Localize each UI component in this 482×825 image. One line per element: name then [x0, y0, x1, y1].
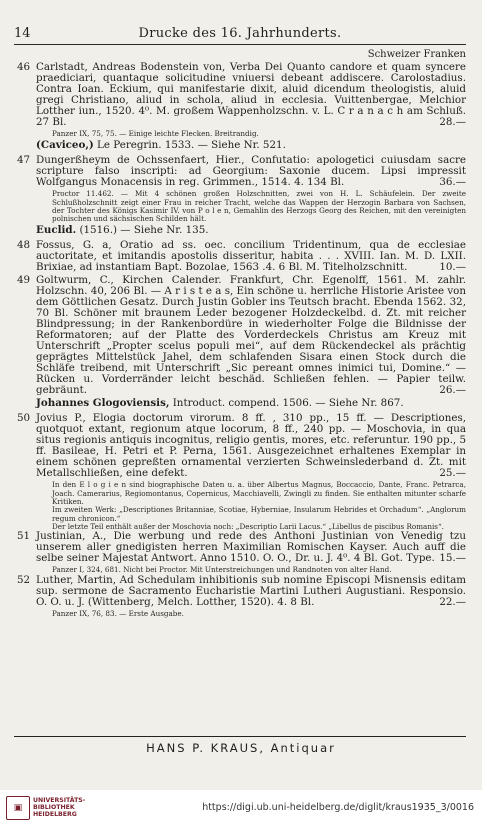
- catalog-entry: [14, 240, 466, 273]
- entry-number: 50: [17, 412, 31, 425]
- entry-text: Fossus, G. a, Oratio ad ss. oec. concilium Tridentinum, qua de ecclesiae auctoritate, et imitandis apostolis disseritur, habita . . . XVIII. Ian. M. D. LXII. Brixiae, ad instantiam Bapt. Bozolae, 1563 .4. 6 Bl. M. Titelholzschnitt.: [36, 239, 466, 274]
- entry-note: Proctor 11.462. — Mit 4 schönen großen Holzschnitten, zwei von H. L. Schäufelein. Der zweite Schlußholzschnitt zeigt einer Frau in reicher Tracht, welche das Wappen der Herzogin Barbara von Sachsen, der Tochter des Königs Kasimir IV. von P o l e n, Gemahlin des Herzogs Georg des Reichen, mit den vereinigten polnischen und sächsischen Schilden hält.: [52, 189, 466, 224]
- entry-number: 49: [17, 274, 31, 287]
- entry-number: 52: [17, 573, 31, 586]
- catalog-entry: [14, 62, 466, 128]
- cross-reference: Euclid. (1516.) — Siehe Nr. 135.: [36, 224, 209, 237]
- entry-price: 22.—: [439, 595, 466, 608]
- entry-number: 47: [17, 154, 31, 167]
- entry-text: Luther, Martin, Ad Schedulam inhibitionis sub nomine Episcopi Misnensis editam sup. sermone de Sacramento Eucharistie Martini Lutheri Augustiani. Responsio. O. O. u. J. (Wittenberg, Melch. Lotther, 1520). 4. 8 Bl.: [36, 573, 466, 608]
- entry-price: 10.—: [439, 261, 466, 274]
- source-url-link[interactable]: https://digi.ub.uni-heidelberg.de/diglit/kraus1935_3/0016: [202, 802, 474, 813]
- viewer-bottom-bar: [0, 790, 482, 825]
- catalog-entry: [14, 155, 466, 188]
- entry-number: 46: [17, 61, 31, 73]
- page-title: Drucke des 16. Jahrhunderts.: [138, 26, 342, 41]
- entry-note: Panzer I, 324, 681. Nicht bei Proctor. Mit Unterstreichungen und Randnoten von alter Hand.: [52, 565, 392, 575]
- entry-text: Goltwurm, C., Kirchen Calender. Frankfurt, Chr. Egenolff, 1561. M. zahlr. Holzschn. 40, 206 Bl. — A r i s t e a s, Ein schöne u. herrliche Historie Aristee von dem Göttlichen Gesatz. Durch Justin Gobler ins Teutsch bracht. Ebenda 1562. 32, 70 Bl. Schöner mit braunem Leder bezogener Holzdeckelbd. d. Zt. mit reicher Blindpressung; in der Rankenbordüre in wiederholter Folge die Bildnisse der Reformatoren; auf der Platte des Vorderdeckels Christus am Kreuz mit Unterschrift „Propter scelus populi mei“, auf dem Rückendeckel als prächtig geprägtes Mittelstück Jahel, dem schlafenden Sisara einen Stock durch die Schläfe treibend, mit Unterschrift „Sic pereant omnes inimici tui, Domine.“ — Rücken u. Vorderränder leicht beschäd. Schließen fehlen. — Papier teilw. gebräunt.: [36, 274, 466, 397]
- catalog-entry: [14, 275, 466, 396]
- entry-text: Carlstadt, Andreas Bodenstein von, Verba Dei Quanto candore et quam syncere praediciari, quantaque solicitudine vniuersi debeant addiscere. Carolostadius. Contra Ioan. Eckium, qui manifestarie dixit, aluid dicendum theologistis, aluid gregi Christiano, aliud in schola, aliud in ecclesia. Vuittenbergae, Melchior Lotther iun., 1520. 4⁰. M. großem Wappenholzschn. v. L. C r a n a c h am Schluß. 27 Bl.: [36, 61, 466, 128]
- entry-number: 51: [17, 530, 31, 543]
- cross-reference: (Caviceo,) Le Peregrin. 1533. — Siehe Nr. 521.: [36, 139, 286, 152]
- entry-text: Jovius P., Elogia doctorum virorum. 8 ff. , 310 pp., 15 ff. — Descriptiones, quotquot extant, regionum atque locorum, 8 ff., 240 pp. — Moschovia, in qua situs regionis antiquis incognitus, religio gentis, mores, etc. referuntur. 190 pp., 5 ff. Basileae, H. Petri et P. Perna, 1561. Ausgezeichnet erhaltenes Exemplar in einem schönen gepreßten ornamental verzierten Schweinslederband d. Zt. mit Metallschließen, eine defekt.: [36, 412, 466, 480]
- section-label: Schweizer Franken: [367, 49, 466, 60]
- catalog-entry: [14, 413, 466, 479]
- entry-price: 26.—: [439, 384, 466, 397]
- footer-divider: [14, 736, 466, 737]
- entry-price: 25.—: [439, 467, 466, 480]
- page-footer: HANS P. KRAUS, Antiquar: [146, 741, 336, 755]
- entry-text: Dungerßheym de Ochssenfaert, Hier., Confutatio: apologetici cuiusdam sacre scripture falso inscripti: ad Georgium: Saxonie ducem. Lipsi impressit Wolfgangus Monacensis in reg. Grimmen., 1514. 4. 134 Bl.: [36, 154, 466, 189]
- page-number: 14: [14, 26, 31, 41]
- entry-text: Justinian, A., Die werbung und rede des Anthoni Justinian von Venedig tzu unserem aller gnedigisten herren Maximilian Romischen Kayser. Auch auff die selbe seiner Majestat Antwort. Anno 1510. O. O., Dr. u. J. 4⁰. 4 Bl. Got. Type.: [36, 530, 466, 565]
- catalog-entry: [14, 531, 466, 564]
- entry-note: In den E l o g i e n sind biographische Daten u. a. über Albertus Magnus, Boccaccio, Dante, Franc. Petrarca, Joach. Camerarius, Regiomontanus, Copernicus, Macchiavelli, Zwingli zu finden. Sie enthalten mitunter scharfe Kritiken. Im zweiten Werk: „Descriptiones Britanniae, Scotiae, Hyberniae, Insularum Hebrides et Orchadum“. „Anglorum regum chronicon.“ Der letzte Teil enthält außer der Moschovia noch: „Descriptio Larii Lacus.“ „Libellus de piscibus Romanis“.: [52, 480, 466, 531]
- entry-price: 15.—: [439, 552, 466, 565]
- entry-note: Panzer IX, 75, 75. — Einige leichte Flecken. Breitrandig.: [52, 129, 259, 138]
- entry-note: Panzer IX, 76, 83. — Erste Ausgabe.: [52, 608, 184, 618]
- page-header: [14, 26, 466, 45]
- entry-price: 28.—: [439, 116, 466, 128]
- entry-price: 36.—: [439, 176, 466, 189]
- cross-reference: Johannes Glogoviensis, Introduct. compend. 1506. — Siehe Nr. 867.: [36, 397, 404, 410]
- entry-number: 48: [17, 239, 31, 252]
- catalog-content: [14, 49, 466, 618]
- library-logo-icon: ▣: [6, 796, 30, 820]
- library-name: UNIVERSITÄTS- BIBLIOTHEK HEIDELBERG: [33, 797, 86, 818]
- catalog-entry: [14, 575, 466, 608]
